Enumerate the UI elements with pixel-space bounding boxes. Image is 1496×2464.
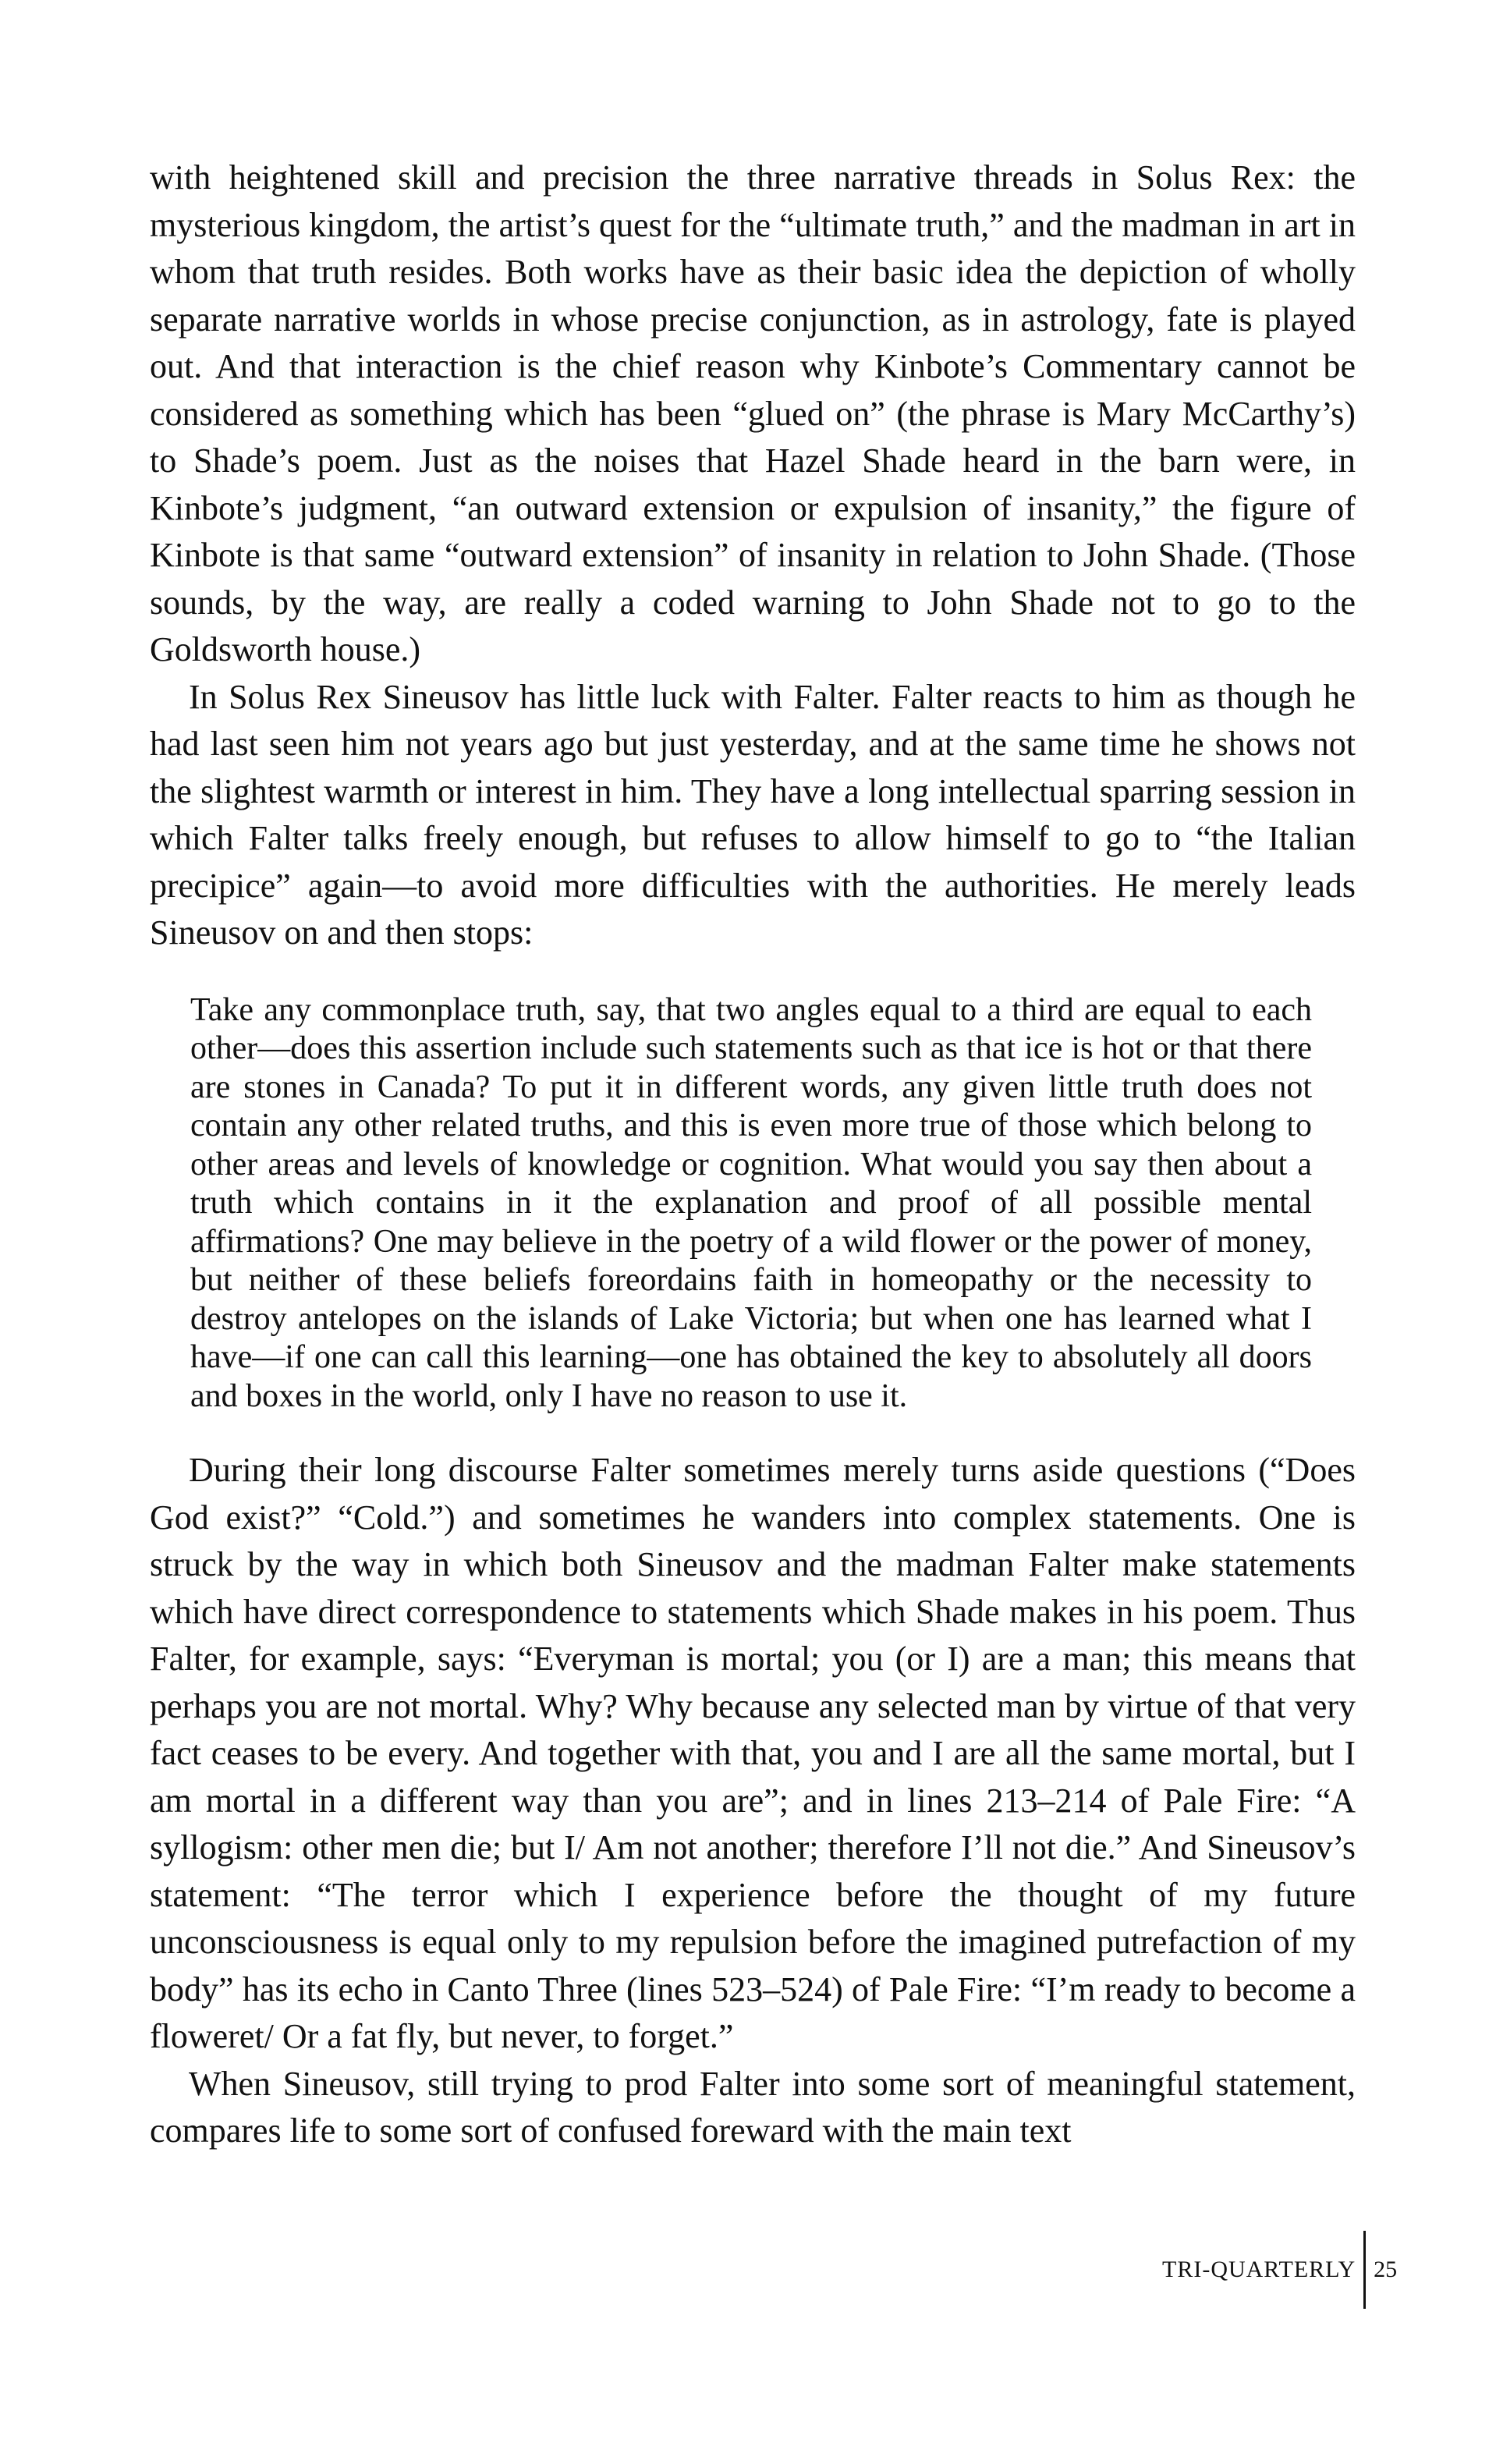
body-paragraph-4: When Sineusov, still trying to prod Falter into some sort of meaningful statement, compares life to some sort of confused foreward with the main text [150, 2064, 1356, 2150]
page-number: 25 [1374, 2257, 1398, 2282]
journal-name: TRI-QUARTERLY [1162, 2257, 1356, 2282]
body-paragraph-3: During their long discourse Falter sometimes merely turns aside questions (“Does God exist?” “Cold.”) and sometimes he wanders into complex statements. One is struck by the way in which both Sineusov and the madman Falter make statements which have direct correspondence to statements which Shade makes in his poem. Thus Falter, for example, says: “Everyman is mortal; you (or I) are a man; this means that perhaps you are not mortal. Why? Why because any selected man by virtue of that very fact ceases to be every. And together with that, you and I are all the same mortal, but I am mortal in a different way than you are”; and in lines 213–214 of Pale Fire: “A syllogism: other men die; but I/ Am not another; therefore I’ll not die.” And Sineusov’s statement: “The terror which I experience before the thought of my future unconsciousness is equal only to my repulsion before the imagined putrefaction of my body” has its echo in Canto Three (lines 523–524) of Pale Fire: “I’m ready to become a floweret/ Or a fat fly, but never, to forget.” [150, 1451, 1356, 2055]
block-quote: Take any commonplace truth, say, that two angles equal to a third are equal to each other—does this assertion include such statements such as that ice is hot or that there are stones in Canada? To put it in different words, any given little truth does not contain any other related truths, and this is even more true of those which belong to other areas and levels of knowledge or cognition. What would you say then about a truth which contains in it the explanation and proof of all possible mental affirmations? One may believe in the poetry of a wild flower or the power of money, but neither of these beliefs foreordains faith in homeopathy or the necessity to destroy antelopes on the islands of Lake Victoria; but when one has learned what I have—if one can call this learning—one has obtained the key to absolutely all doors and boxes in the world, only I have no reason to use it. [190, 991, 1312, 1414]
body-paragraph-1: with heightened skill and precision the three narrative threads in Solus Rex: the mysterious kingdom, the artist’s quest for the “ultimate truth,” and the madman in art in whom that truth resides. Both works have as their basic idea the depiction of wholly separate narrative worlds in whose precise conjunction, as in astrology, fate is played out. And that interaction is the chief reason why Kinbote’s Commentary cannot be considered as something which has been “glued on” (the phrase is Mary McCarthy’s) to Shade’s poem. Just as the noises that Hazel Shade heard in the barn were, in Kinbote’s judgment, “an outward extension or expulsion of insanity,” the figure of Kinbote is that same “outward extension” of insanity in relation to John Shade. (Those sounds, by the way, are really a coded warning to John Shade not to go to the Goldsworth house.) [150, 158, 1356, 668]
page-footer [1162, 2231, 1397, 2309]
body-paragraph-2: In Solus Rex Sineusov has little luck with Falter. Falter reacts to him as though he had last seen him not years ago but just yesterday, and at the same time he shows not the slightest warmth or interest in him. They have a long intellectual sparring session in which Falter talks freely enough, but refuses to allow himself to go to “the Italian precipice” again—to avoid more difficulties with the authorities. He merely leads Sineusov on and then stops: [150, 677, 1356, 952]
text-column [150, 154, 1356, 2155]
